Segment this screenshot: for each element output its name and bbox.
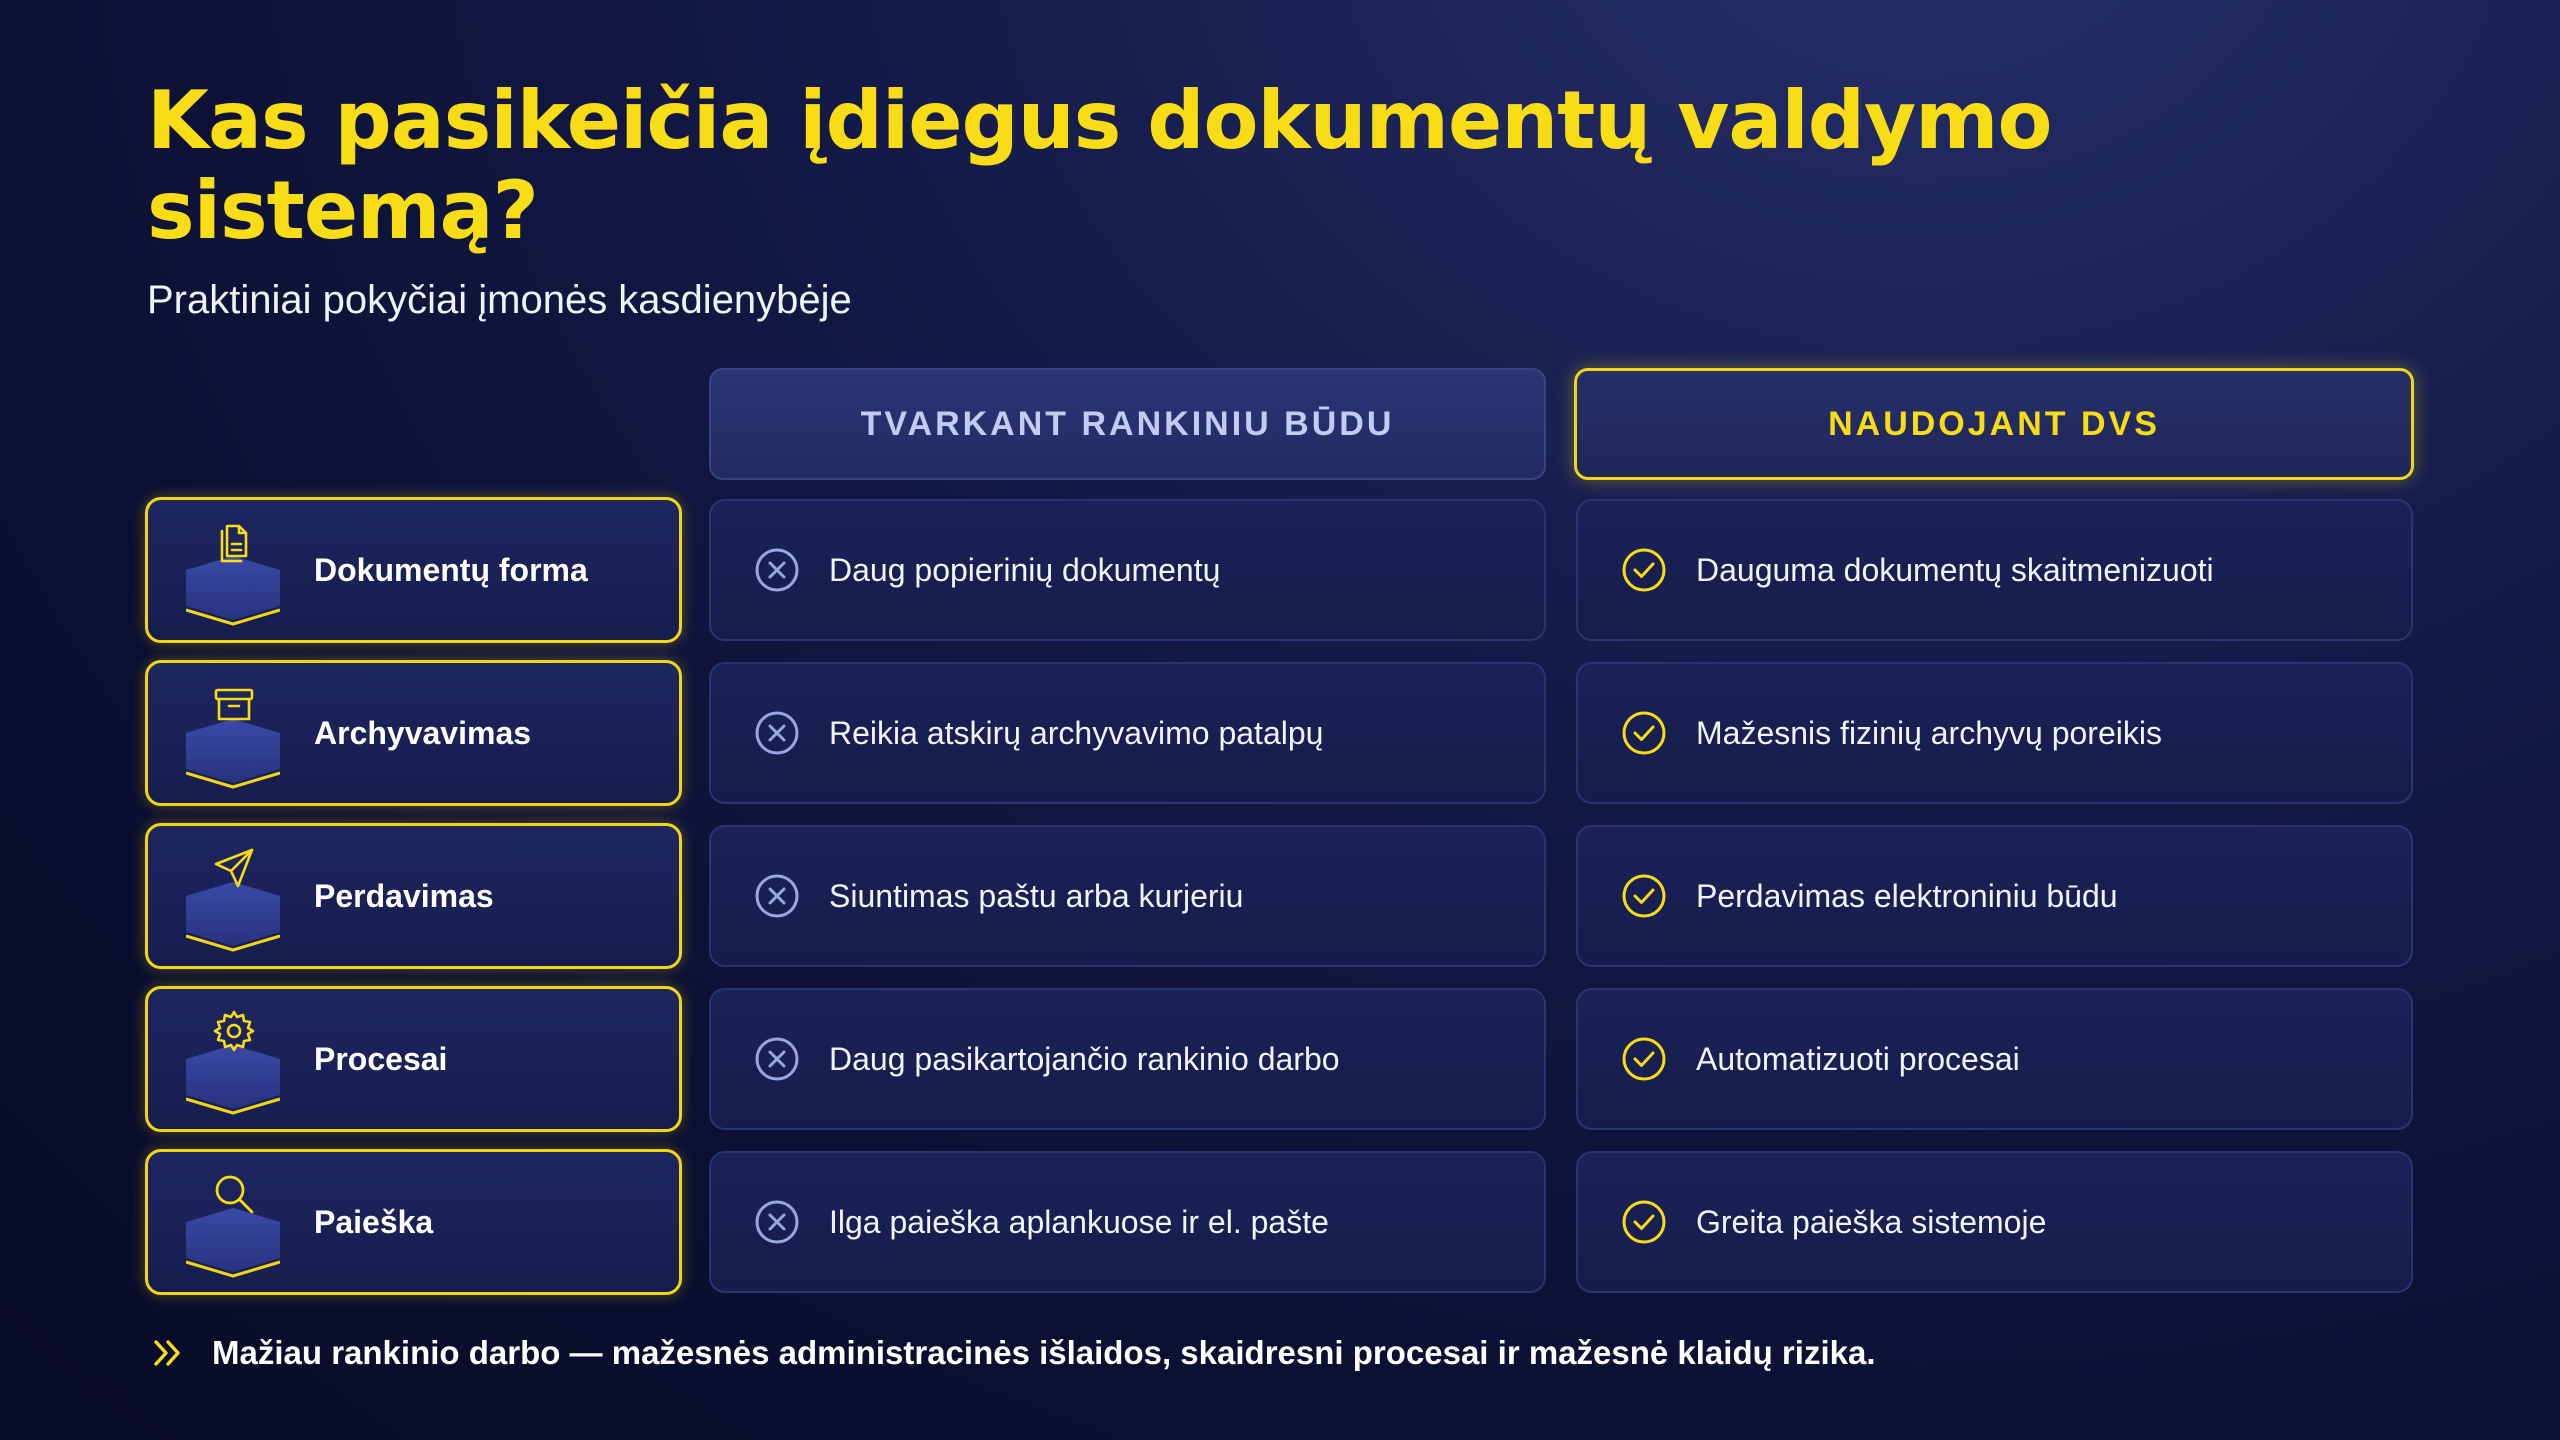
dvs-text: Automatizuoti procesai — [1696, 1040, 2020, 1077]
cube-decoration — [186, 882, 280, 952]
category-card-transfer — [145, 823, 682, 969]
category-label: Procesai — [314, 1040, 448, 1077]
dvs-cell — [1576, 499, 2413, 641]
footer-text: Mažiau rankinio darbo — mažesnės administracinės išlaidos, skaidresni procesai ir mažesnė klaidų rizika. — [212, 1334, 1876, 1371]
manual-cell — [709, 1151, 1546, 1293]
cube-decoration — [186, 719, 280, 789]
category-card-document-form — [145, 497, 682, 643]
column-header-manual: TVARKANT RANKINIU BŪDU — [709, 368, 1546, 480]
x-circle-icon — [753, 1035, 801, 1083]
check-circle-icon — [1620, 872, 1668, 920]
table-row — [0, 497, 2560, 643]
gear-icon — [210, 1007, 258, 1055]
dvs-cell — [1576, 1151, 2413, 1293]
page-title: Kas pasikeičia įdiegus dokumentų valdymo sistemą? — [147, 74, 2052, 257]
cube-decoration — [186, 556, 280, 626]
search-icon — [210, 1170, 258, 1218]
table-row — [0, 986, 2560, 1132]
dvs-cell — [1576, 825, 2413, 967]
manual-text: Reikia atskirų archyvavimo patalpų — [829, 714, 1324, 751]
x-circle-icon — [753, 546, 801, 594]
category-label: Perdavimas — [314, 877, 494, 914]
x-circle-icon — [753, 872, 801, 920]
check-circle-icon — [1620, 1035, 1668, 1083]
manual-cell — [709, 662, 1546, 804]
dvs-text: Perdavimas elektroniniu būdu — [1696, 877, 2118, 914]
manual-cell — [709, 825, 1546, 967]
double-chevron-right-icon — [150, 1335, 186, 1371]
manual-cell — [709, 499, 1546, 641]
manual-text: Daug popierinių dokumentų — [829, 551, 1221, 588]
dvs-cell — [1576, 662, 2413, 804]
column-header-dvs: NAUDOJANT DVS — [1574, 368, 2414, 480]
category-label: Archyvavimas — [314, 714, 532, 751]
footer-note — [150, 1330, 1876, 1376]
table-row — [0, 823, 2560, 969]
manual-text: Daug pasikartojančio rankinio darbo — [829, 1040, 1340, 1077]
manual-text: Ilga paieška aplankuose ir el. pašte — [829, 1203, 1329, 1240]
table-row — [0, 1149, 2560, 1295]
category-label: Dokumentų forma — [314, 551, 588, 588]
check-circle-icon — [1620, 709, 1668, 757]
dvs-text: Greita paieška sistemoje — [1696, 1203, 2047, 1240]
manual-cell — [709, 988, 1546, 1130]
category-card-processes — [145, 986, 682, 1132]
table-row — [0, 660, 2560, 806]
dvs-text: Mažesnis fizinių archyvų poreikis — [1696, 714, 2162, 751]
x-circle-icon — [753, 1198, 801, 1246]
category-label: Paieška — [314, 1203, 434, 1240]
archive-box-icon — [210, 681, 258, 729]
dvs-cell — [1576, 988, 2413, 1130]
manual-text: Siuntimas paštu arba kurjeriu — [829, 877, 1244, 914]
dvs-text: Dauguma dokumentų skaitmenizuoti — [1696, 551, 2214, 588]
check-circle-icon — [1620, 1198, 1668, 1246]
category-card-search — [145, 1149, 682, 1295]
document-icon — [210, 518, 258, 566]
page-subtitle: Praktiniai pokyčiai įmonės kasdienybėje — [147, 278, 852, 322]
send-icon — [210, 844, 258, 892]
cube-decoration — [186, 1208, 280, 1278]
cube-decoration — [186, 1045, 280, 1115]
check-circle-icon — [1620, 546, 1668, 594]
x-circle-icon — [753, 709, 801, 757]
category-card-archiving — [145, 660, 682, 806]
